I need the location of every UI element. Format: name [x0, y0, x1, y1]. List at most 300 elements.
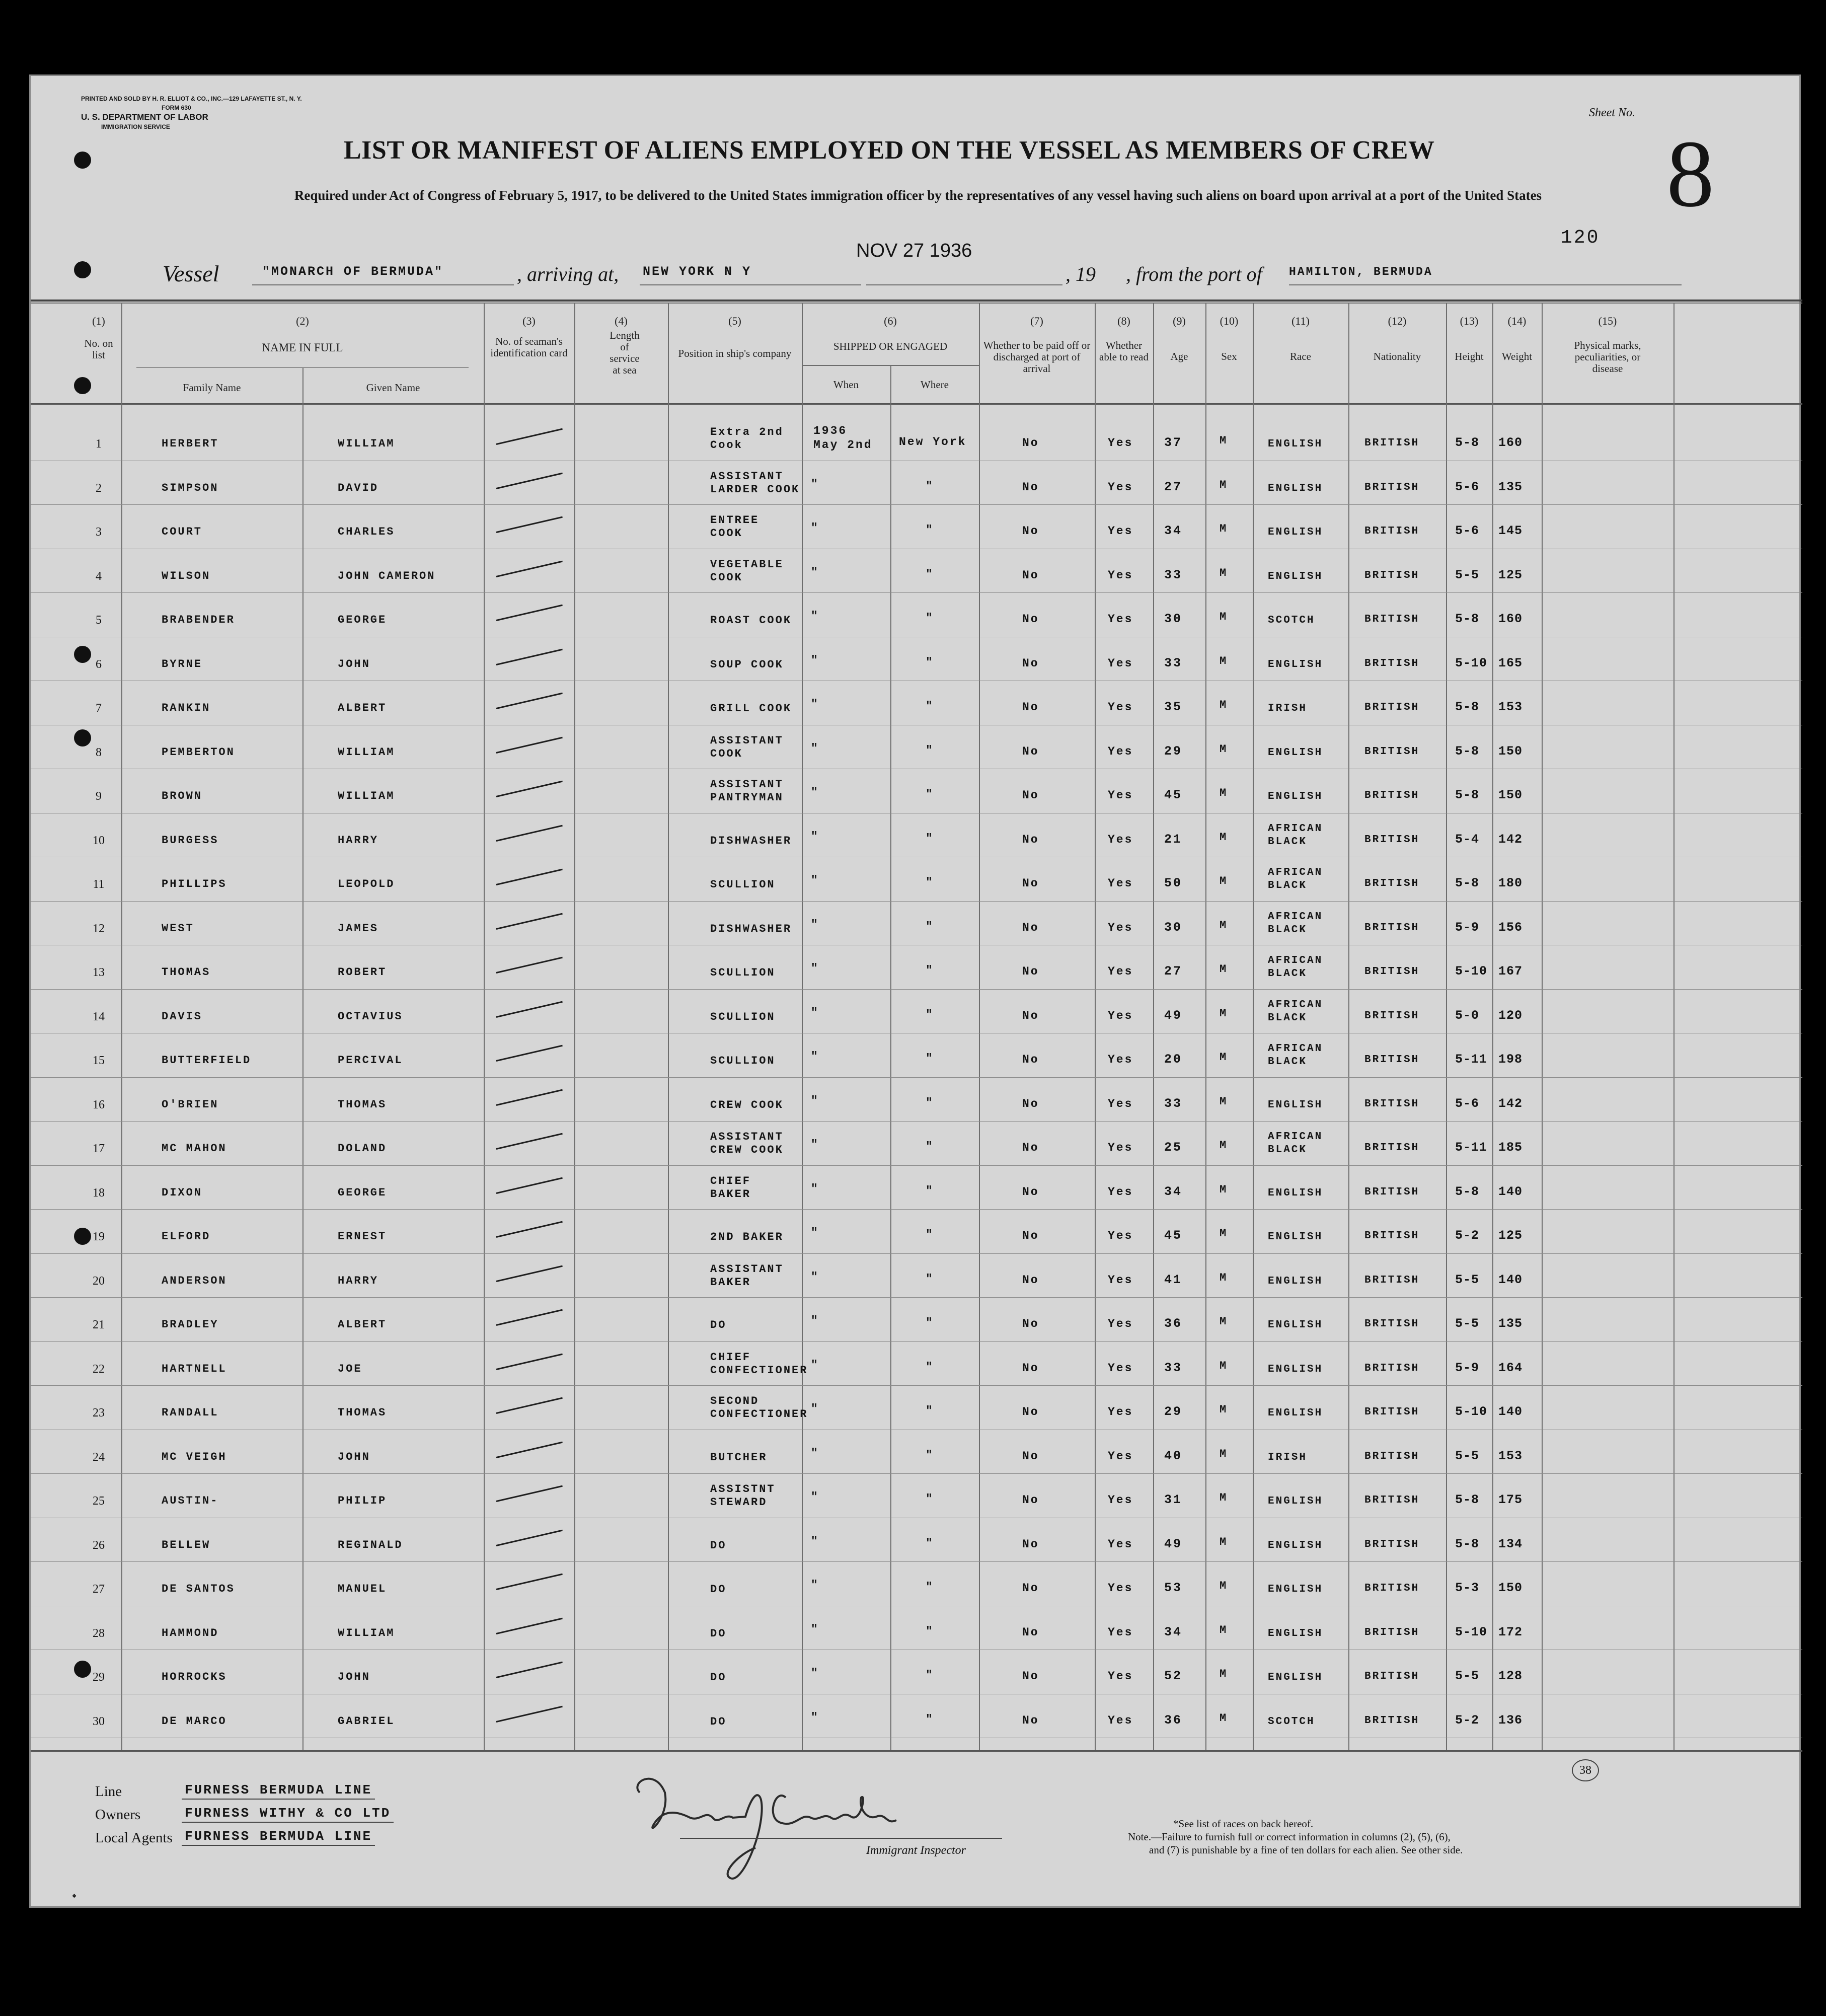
- sex: M: [1220, 699, 1228, 711]
- shipped-where: New York: [899, 435, 967, 449]
- shipped-where: ": [926, 1712, 934, 1726]
- row-number: 30: [93, 1714, 105, 1728]
- position-line: BUTCHER: [710, 1451, 768, 1464]
- paid-off: No: [1022, 656, 1039, 670]
- weight: 167: [1498, 964, 1523, 979]
- age: 30: [1164, 612, 1183, 626]
- able-to-read: Yes: [1108, 1405, 1133, 1418]
- shipped-where: ": [926, 612, 934, 625]
- shipped-where: ": [926, 567, 934, 581]
- shipped-when: ": [811, 1006, 819, 1019]
- col12-header: Nationality: [1373, 350, 1421, 362]
- row-number: 16: [93, 1098, 105, 1111]
- sex: M: [1220, 1580, 1228, 1592]
- able-to-read: Yes: [1108, 568, 1133, 582]
- nationality: BRITISH: [1364, 1010, 1420, 1022]
- position-line: CREW COOK: [710, 1098, 784, 1111]
- paid-off: No: [1022, 1670, 1039, 1683]
- weight: 153: [1498, 1448, 1523, 1463]
- table-bottom-rule: [31, 1750, 1802, 1752]
- able-to-read: Yes: [1108, 613, 1133, 626]
- row-number: 4: [96, 569, 102, 583]
- manifest-sheet: [29, 74, 1801, 1908]
- races-note: *See list of races on back hereof.: [1173, 1818, 1314, 1830]
- row-number: 19: [93, 1230, 105, 1243]
- paid-off: No: [1022, 1141, 1039, 1154]
- race: ENGLISH: [1268, 1496, 1323, 1507]
- position-line: STEWARD: [710, 1496, 768, 1509]
- race: AFRICAN: [1268, 823, 1323, 835]
- position-line: DISHWASHER: [710, 834, 792, 847]
- nationality: BRITISH: [1364, 1318, 1420, 1330]
- position-line: COOK: [710, 527, 743, 540]
- table-row: [31, 1253, 1802, 1298]
- weight: 142: [1498, 832, 1523, 847]
- race: IRISH: [1268, 1451, 1308, 1463]
- shipped-when: ": [811, 1138, 819, 1151]
- height: 5-8: [1455, 1492, 1480, 1507]
- able-to-read: Yes: [1108, 1141, 1133, 1154]
- nationality: BRITISH: [1364, 1274, 1420, 1286]
- position-line: SCULLION: [710, 1055, 776, 1067]
- sex: M: [1220, 1007, 1228, 1020]
- family-name: BYRNE: [162, 657, 203, 670]
- shipped-when: ": [811, 1226, 819, 1239]
- given-name: REGINALD: [338, 1538, 403, 1551]
- weight: 180: [1498, 876, 1523, 890]
- nationality: BRITISH: [1364, 657, 1420, 669]
- row-number: 20: [93, 1274, 105, 1288]
- table-row: [31, 461, 1802, 505]
- able-to-read: Yes: [1108, 921, 1133, 934]
- family-name: BRABENDER: [162, 614, 235, 626]
- table-row: [31, 989, 1802, 1033]
- height: 5-8: [1455, 788, 1480, 802]
- table-row: [31, 504, 1802, 549]
- race: ENGLISH: [1268, 658, 1323, 670]
- nationality: BRITISH: [1364, 614, 1420, 625]
- nationality: BRITISH: [1364, 790, 1420, 801]
- shipped-where: ": [926, 1448, 934, 1462]
- position-line: CREW COOK: [710, 1144, 784, 1156]
- page-code: 120: [1561, 227, 1600, 249]
- height: 5-6: [1455, 1096, 1480, 1111]
- paid-off: No: [1022, 1317, 1039, 1330]
- position-line: CONFECTIONER: [710, 1364, 808, 1377]
- paid-off: No: [1022, 1713, 1039, 1727]
- height: 5-3: [1455, 1581, 1480, 1595]
- age: 33: [1164, 1360, 1183, 1375]
- race: ENGLISH: [1268, 1231, 1323, 1243]
- col8-header: Whether able to read: [1099, 339, 1149, 363]
- position-line: ROAST COOK: [710, 614, 792, 627]
- shipped-when: ": [811, 1402, 819, 1415]
- family-name: WEST: [162, 922, 194, 935]
- age: 25: [1164, 1140, 1183, 1155]
- arriving-label: , arriving at,: [517, 263, 619, 285]
- shipped-where: ": [926, 1492, 934, 1506]
- agents-value: FURNESS BERMUDA LINE: [182, 1829, 375, 1846]
- position-line: SCULLION: [710, 1010, 776, 1023]
- given-name: DOLAND: [338, 1142, 387, 1155]
- shipped-when: ": [811, 918, 819, 931]
- paid-off: No: [1022, 1097, 1039, 1110]
- able-to-read: Yes: [1108, 789, 1133, 802]
- shipped-where: ": [926, 655, 934, 669]
- age: 33: [1164, 567, 1183, 582]
- paid-off: No: [1022, 1449, 1039, 1463]
- able-to-read: Yes: [1108, 1449, 1133, 1463]
- nationality: BRITISH: [1364, 481, 1420, 493]
- able-to-read: Yes: [1108, 436, 1133, 450]
- race: ENGLISH: [1268, 791, 1323, 802]
- paid-off: No: [1022, 965, 1039, 978]
- nationality: BRITISH: [1364, 1538, 1420, 1550]
- nationality: BRITISH: [1364, 1495, 1420, 1506]
- weight: 125: [1498, 567, 1523, 582]
- sex: M: [1220, 875, 1228, 887]
- paid-off: No: [1022, 789, 1039, 802]
- position-line: CHIEF: [710, 1351, 751, 1364]
- penalty-note-1: Note.—Failure to furnish full or correct information in columns (2), (5), (6),: [1128, 1831, 1451, 1843]
- table-row: [31, 725, 1802, 769]
- weight: 172: [1498, 1624, 1523, 1639]
- row-number: 14: [93, 1010, 105, 1023]
- col13-header: Height: [1455, 350, 1484, 362]
- paid-off: No: [1022, 1009, 1039, 1022]
- position-line: DO: [710, 1627, 727, 1640]
- family-name: WILSON: [162, 569, 211, 582]
- sex: M: [1220, 742, 1228, 756]
- sex: M: [1220, 919, 1228, 932]
- row-number: 17: [93, 1142, 105, 1155]
- nationality: BRITISH: [1364, 1054, 1420, 1066]
- race: BLACK: [1268, 1012, 1308, 1024]
- col2a-header: Family Name: [183, 382, 241, 394]
- family-name: SIMPSON: [162, 481, 219, 494]
- row-number: 1: [96, 437, 102, 451]
- position-line: 2ND BAKER: [710, 1231, 784, 1243]
- sex: M: [1220, 1668, 1228, 1680]
- height: 5-5: [1455, 1669, 1480, 1683]
- nationality: BRITISH: [1364, 745, 1420, 758]
- family-name: RANKIN: [162, 702, 211, 714]
- printer-line: PRINTED AND SOLD BY H. R. ELLIOT & CO., INC.—129 LAFAYETTE ST., N. Y.: [81, 95, 302, 102]
- paid-off: No: [1022, 436, 1039, 450]
- table-row: [31, 637, 1802, 681]
- race: BLACK: [1268, 1056, 1308, 1068]
- family-name: DAVIS: [162, 1010, 203, 1023]
- race: AFRICAN: [1268, 867, 1323, 878]
- table-row: [31, 1341, 1802, 1386]
- shipped-where: ": [926, 1008, 934, 1021]
- family-name: PEMBERTON: [162, 745, 235, 759]
- height: 5-5: [1455, 567, 1480, 582]
- weight: 175: [1498, 1492, 1523, 1507]
- given-name: ALBERT: [338, 702, 387, 714]
- able-to-read: Yes: [1108, 480, 1133, 494]
- col15-header: Physical marks, peculiarities, or disease: [1574, 339, 1641, 375]
- age: 53: [1164, 1581, 1183, 1595]
- col14-header: Weight: [1501, 350, 1533, 362]
- table-top-rule: [31, 300, 1802, 302]
- table-row: [31, 1694, 1802, 1738]
- height: 5-8: [1455, 435, 1480, 450]
- given-name: PERCIVAL: [338, 1054, 403, 1067]
- paid-off: No: [1022, 1273, 1039, 1287]
- shipped-where: ": [926, 1316, 934, 1329]
- age: 33: [1164, 655, 1183, 670]
- shipped-where: ": [926, 788, 934, 801]
- age: 49: [1164, 1008, 1183, 1023]
- paid-off: No: [1022, 1405, 1039, 1418]
- weight: 198: [1498, 1052, 1523, 1067]
- col1-header: No. on list: [84, 337, 113, 361]
- height: 5-8: [1455, 612, 1480, 626]
- paid-off: No: [1022, 1625, 1039, 1639]
- year-label: , 19: [1066, 263, 1096, 285]
- signature-rule: [680, 1838, 1002, 1839]
- row-number: 8: [96, 745, 102, 759]
- able-to-read: Yes: [1108, 701, 1133, 714]
- family-name: PHILLIPS: [162, 878, 227, 890]
- family-name: HAMMOND: [162, 1626, 219, 1639]
- shipped-where: ": [926, 1184, 934, 1198]
- age: 49: [1164, 1536, 1183, 1551]
- nationality: BRITISH: [1364, 526, 1420, 537]
- paid-off: No: [1022, 1494, 1039, 1507]
- shipped-when: ": [811, 653, 819, 667]
- given-name: JOHN CAMERON: [338, 569, 436, 582]
- age: 37: [1164, 435, 1183, 450]
- sex: M: [1220, 1447, 1228, 1460]
- shipped-when: ": [811, 1314, 819, 1327]
- weight: 134: [1498, 1536, 1523, 1551]
- col7-number: (7): [1030, 315, 1043, 327]
- col3-header: No. of seaman's identification card: [490, 335, 568, 359]
- family-name: BELLEW: [162, 1538, 211, 1551]
- position-line: BAKER: [710, 1187, 751, 1201]
- weight: 156: [1498, 920, 1523, 935]
- weight: 128: [1498, 1669, 1523, 1683]
- nationality: BRITISH: [1364, 966, 1420, 978]
- paid-off: No: [1022, 701, 1039, 714]
- family-name: BROWN: [162, 790, 203, 802]
- race: ENGLISH: [1268, 1584, 1323, 1595]
- height: 5-9: [1455, 920, 1480, 935]
- able-to-read: Yes: [1108, 1185, 1133, 1199]
- position-line: DO: [710, 1671, 727, 1684]
- age: 29: [1164, 743, 1183, 759]
- shipped-when: May 2nd: [813, 438, 873, 452]
- race: AFRICAN: [1268, 999, 1323, 1011]
- position-line: DO: [710, 1583, 727, 1596]
- able-to-read: Yes: [1108, 1361, 1133, 1375]
- nationality: BRITISH: [1364, 569, 1420, 581]
- col3-number: (3): [522, 315, 536, 327]
- shipped-when: ": [811, 521, 819, 535]
- table-row: [31, 901, 1802, 945]
- paid-off: No: [1022, 921, 1039, 934]
- race: ENGLISH: [1268, 1627, 1323, 1639]
- table-row: [31, 1297, 1802, 1341]
- row-number: 7: [96, 702, 102, 715]
- sex: M: [1220, 566, 1228, 579]
- row-number: 10: [93, 834, 105, 847]
- race: ENGLISH: [1268, 438, 1323, 450]
- shipped-where: ": [926, 1052, 934, 1065]
- paid-off: No: [1022, 568, 1039, 582]
- col1-number: (1): [92, 315, 105, 327]
- row-number: 6: [96, 657, 102, 671]
- shipped-when: ": [811, 565, 819, 579]
- age: 50: [1164, 876, 1183, 890]
- row-number: 28: [93, 1626, 105, 1640]
- weight: 165: [1498, 655, 1523, 670]
- weight: 140: [1498, 1184, 1523, 1199]
- family-name: HERBERT: [162, 437, 219, 450]
- nationality: BRITISH: [1364, 834, 1420, 846]
- shipped-where: ": [926, 1624, 934, 1638]
- row-number: 11: [93, 878, 105, 891]
- page-title: LIST OR MANIFEST OF ALIENS EMPLOYED ON THE VESSEL AS MEMBERS OF CREW: [344, 136, 1435, 165]
- able-to-read: Yes: [1108, 965, 1133, 978]
- page-circle-number: 38: [1572, 1759, 1599, 1781]
- shipped-where: ": [926, 479, 934, 493]
- col15-number: (15): [1598, 315, 1617, 327]
- table-row: [31, 1121, 1802, 1165]
- able-to-read: Yes: [1108, 1537, 1133, 1551]
- race: AFRICAN: [1268, 1043, 1323, 1055]
- height: 5-5: [1455, 1272, 1480, 1287]
- col4-header: Length of service at sea: [610, 329, 640, 376]
- family-name: RANDALL: [162, 1406, 219, 1419]
- col5-header: Position in ship's company: [678, 347, 792, 359]
- race: ENGLISH: [1268, 570, 1323, 582]
- arriving-port: NEW YORK N Y: [643, 264, 752, 279]
- from-port: HAMILTON, BERMUDA: [1289, 265, 1433, 278]
- weight: 153: [1498, 700, 1523, 714]
- paid-off: No: [1022, 744, 1039, 758]
- table-row: [31, 1606, 1802, 1650]
- family-name: ANDERSON: [162, 1274, 227, 1287]
- row-number: 26: [93, 1538, 105, 1552]
- family-name: MC VEIGH: [162, 1450, 227, 1463]
- shipped-where: ": [926, 1581, 934, 1594]
- shipped-when: ": [811, 962, 819, 975]
- weight: 150: [1498, 1581, 1523, 1595]
- nationality: BRITISH: [1364, 1186, 1420, 1198]
- col4-number: (4): [615, 315, 628, 327]
- col2-number: (2): [296, 315, 309, 327]
- sex: M: [1220, 1491, 1228, 1504]
- height: 5-5: [1455, 1448, 1480, 1463]
- crew-table: [31, 76, 1799, 1906]
- shipped-where: ": [926, 743, 934, 757]
- family-name: MC MAHON: [162, 1142, 227, 1155]
- given-name: JAMES: [338, 922, 379, 935]
- given-name: WILLIAM: [338, 1626, 395, 1639]
- col5-number: (5): [728, 315, 741, 327]
- sex: M: [1220, 1623, 1228, 1636]
- shipped-when: ": [811, 1270, 819, 1284]
- given-name: LEOPOLD: [338, 878, 395, 890]
- position-line: ASSISTANT: [710, 470, 784, 483]
- shipped-where: ": [926, 920, 934, 933]
- height: 5-2: [1455, 1712, 1480, 1728]
- table-row: [31, 1165, 1802, 1210]
- given-name: ROBERT: [338, 966, 387, 979]
- department-name: U. S. DEPARTMENT OF LABOR: [81, 112, 208, 122]
- race: ENGLISH: [1268, 746, 1323, 759]
- position-line: CONFECTIONER: [710, 1408, 808, 1421]
- inspector-signature: [625, 1762, 937, 1903]
- shipped-where: ": [926, 1272, 934, 1286]
- shipped-when: ": [811, 1710, 819, 1724]
- able-to-read: Yes: [1108, 1713, 1133, 1727]
- nationality: BRITISH: [1364, 1142, 1420, 1154]
- paid-off: No: [1022, 613, 1039, 626]
- race: BLACK: [1268, 1144, 1308, 1156]
- position-line: SCULLION: [710, 878, 776, 891]
- sex: M: [1220, 1271, 1228, 1284]
- age: 36: [1164, 1316, 1183, 1331]
- table-row: [31, 945, 1802, 989]
- weight: 140: [1498, 1272, 1523, 1287]
- col11-number: (11): [1291, 315, 1310, 327]
- weight: 150: [1498, 743, 1523, 759]
- weight: 150: [1498, 788, 1523, 802]
- col2-header: NAME IN FULL: [262, 341, 343, 354]
- col10-header: Sex: [1221, 350, 1237, 362]
- row-number: 24: [93, 1450, 105, 1464]
- position-line: ASSISTANT: [710, 778, 784, 791]
- height: 5-8: [1455, 700, 1480, 714]
- race: IRISH: [1268, 703, 1308, 714]
- weight: 136: [1498, 1712, 1523, 1728]
- table-row: [31, 1209, 1802, 1253]
- family-name: HORROCKS: [162, 1671, 227, 1683]
- able-to-read: Yes: [1108, 1097, 1133, 1110]
- position-line: LARDER COOK: [710, 483, 800, 496]
- agents-label: Local Agents: [95, 1830, 173, 1846]
- shipped-when: ": [811, 1182, 819, 1196]
- shipped-when: ": [811, 1094, 819, 1107]
- weight: 140: [1498, 1404, 1523, 1419]
- age: 27: [1164, 479, 1183, 494]
- sex: M: [1220, 1359, 1228, 1372]
- able-to-read: Yes: [1108, 1229, 1133, 1242]
- owners-value: FURNESS WITHY & CO LTD: [182, 1806, 394, 1823]
- given-name: JOHN: [338, 1671, 370, 1683]
- table-row: [31, 592, 1802, 637]
- position-line: GRILL COOK: [710, 702, 792, 715]
- table-row: [31, 1033, 1802, 1077]
- race: BLACK: [1268, 924, 1308, 936]
- race: BLACK: [1268, 880, 1308, 891]
- weight: 160: [1498, 612, 1523, 626]
- col8-number: (8): [1117, 315, 1130, 327]
- age: 30: [1164, 920, 1183, 935]
- weight: 185: [1498, 1140, 1523, 1155]
- height: 5-6: [1455, 479, 1480, 494]
- sex: M: [1220, 831, 1228, 844]
- able-to-read: Yes: [1108, 1053, 1133, 1066]
- given-name: JOHN: [338, 657, 370, 670]
- family-name: BUTTERFIELD: [162, 1054, 252, 1067]
- table-row: [31, 681, 1802, 725]
- age: 34: [1164, 1184, 1183, 1199]
